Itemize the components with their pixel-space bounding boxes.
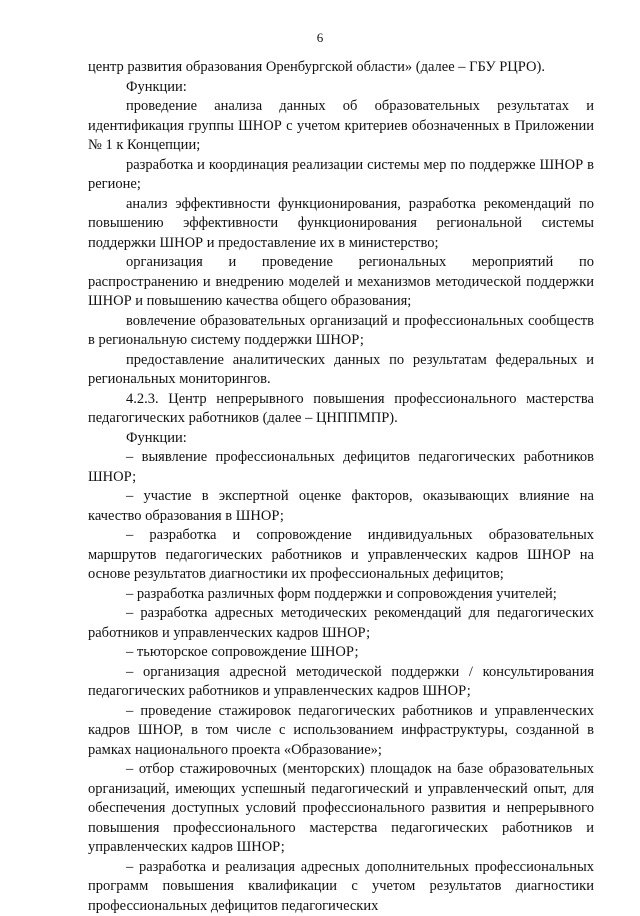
paragraph: анализ эффективности функционирования, разработка рекомендаций по повышению эффективности функционирования региональной системы поддержки ШНОР и предоставление их в министерство;: [88, 195, 594, 254]
list-item: – проведение стажировок педагогических работников и управленческих кадров ШНОР, в том числе с использованием инфраструктуры, созданной в рамках национального проекта «Образование»;: [88, 702, 594, 761]
list-item: – разработка различных форм поддержки и сопровождения учителей;: [88, 585, 594, 605]
paragraph: организация и проведение региональных мероприятий по распространению и внедрению моделей и механизмов методической поддержки ШНОР и повышению качества общего образования;: [88, 253, 594, 312]
functions-heading: Функции:: [88, 429, 594, 449]
list-item: – разработка адресных методических рекомендаций для педагогических работников и управленческих кадров ШНОР;: [88, 604, 594, 643]
list-item: – участие в экспертной оценке факторов, оказывающих влияние на качество образования в ШНОР;: [88, 487, 594, 526]
paragraph: проведение анализа данных об образовательных результатах и идентификация группы ШНОР с учетом критериев обозначенных в Приложении № 1 к Концепции;: [88, 97, 594, 156]
section-heading: 4.2.3. Центр непрерывного повышения профессионального мастерства педагогических работников (далее – ЦНППМПР).: [88, 390, 594, 429]
list-item: – выявление профессиональных дефицитов педагогических работников ШНОР;: [88, 448, 594, 487]
document-body: [88, 58, 594, 916]
list-item: – разработка и реализация адресных дополнительных профессиональных программ повышения квалификации с учетом результатов диагностики профессиональных дефицитов педагогических: [88, 858, 594, 916]
paragraph: вовлечение образовательных организаций и профессиональных сообществ в региональную систему поддержки ШНОР;: [88, 312, 594, 351]
list-item: – разработка и сопровождение индивидуальных образовательных маршрутов педагогических работников и управленческих кадров ШНОР на основе результатов диагностики их профессиональных дефицитов;: [88, 526, 594, 585]
paragraph: центр развития образования Оренбургской области» (далее – ГБУ РЦРО).: [88, 58, 594, 78]
page-number: 6: [0, 30, 640, 46]
paragraph: предоставление аналитических данных по результатам федеральных и региональных мониторингов.: [88, 351, 594, 390]
list-item: – отбор стажировочных (менторских) площадок на базе образовательных организаций, имеющих успешный педагогический и управленческий опыт, для обеспечения доступных условий профессионального развития и непрерывного повышения профессионального мастерства педагогических работников и управленческих кадров ШНОР;: [88, 760, 594, 858]
paragraph: разработка и координация реализации системы мер по поддержке ШНОР в регионе;: [88, 156, 594, 195]
functions-heading: Функции:: [88, 78, 594, 98]
list-item: – тьюторское сопровождение ШНОР;: [88, 643, 594, 663]
list-item: – организация адресной методической поддержки / консультирования педагогических работников и управленческих кадров ШНОР;: [88, 663, 594, 702]
